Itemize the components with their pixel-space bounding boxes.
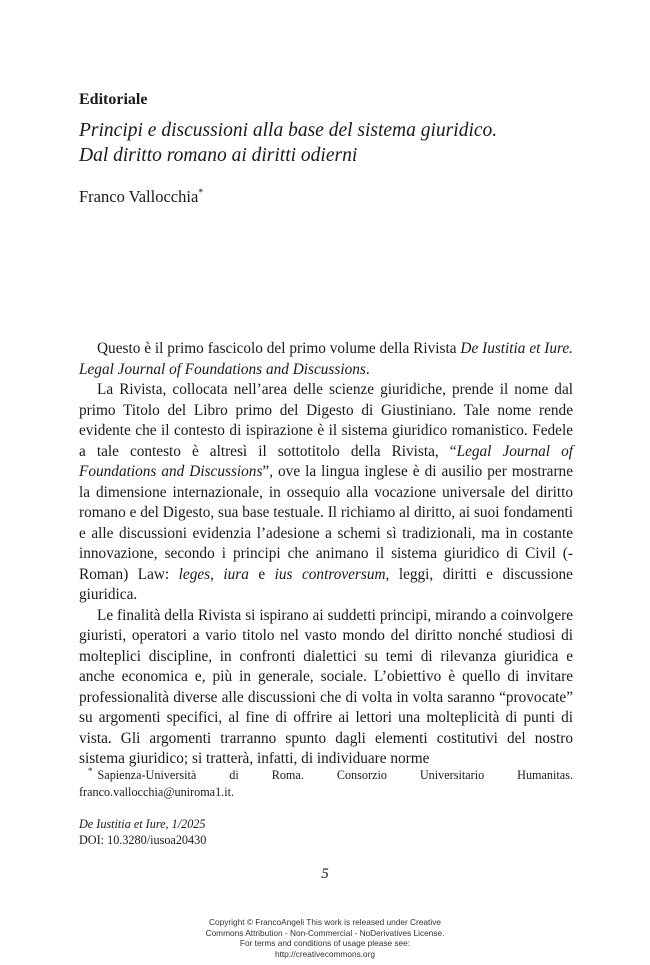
p2-sep-1: , <box>210 565 224 583</box>
p2-text-a: La Rivista, collocata nell’area delle scienze giuridiche, prende il nome dal primo Titolo del Libro primo del Digesto di Giustiniano. Tale nome rende evidente che il contesto di ispirazione è il sistema giuridico romanistico. Fedele a tale contesto è altresì il sottotitolo della Rivista, “ <box>79 381 573 460</box>
license-url[interactable]: http://creativecommons.org <box>274 948 376 959</box>
footnote <box>79 767 573 801</box>
license-line-2: Commons Attribution - Non-Commercial - NoDerivatives License. <box>205 927 445 938</box>
ius-controversum-italic: ius controversum <box>274 565 386 583</box>
doi-link[interactable]: DOI: 10.3280/iusoa20430 <box>79 833 207 847</box>
body-text <box>79 339 573 770</box>
author-text: Franco Vallocchia <box>79 187 199 206</box>
page-number: 5 <box>321 866 329 882</box>
journal-title-italic: De Iustitia et Iure. Legal Journal of Foundations and Discussions <box>79 340 573 378</box>
section-label: Editoriale <box>79 91 148 108</box>
title-line-2: Dal diritto romano ai diritti odierni <box>79 145 358 166</box>
license-line-3: For terms and conditions of usage please see: <box>239 938 411 948</box>
article-title <box>79 118 579 168</box>
author-name <box>79 187 203 207</box>
p1-end: . <box>365 360 370 378</box>
footnote-text: Sapienza-Università di Roma. Consorzio Universitario Humanitas. franco.vallocchia@uniroma1.it. <box>79 768 573 799</box>
title-line-1: Principi e discussioni alla base del sistema giuridico. <box>79 120 498 141</box>
paragraph-2 <box>79 380 573 606</box>
p2-text-c: ”, ove la lingua inglese è di ausilio per mostrarne la dimensione internazionale, in ossequio alla vocazione universale del diritto romano e del Digesto, sua base testuale. Il richiamo al diritto, ai suoi fondamenti e alle discussioni evidenzia l’adesione a schemi sì tradizionali, ma in costante innovazione, secondo i principi che animano il sistema giuridico di Civil (-Roman) Law: <box>79 463 573 583</box>
p1-text: Questo è il primo fascicolo del primo volume della Rivista <box>97 340 461 357</box>
p2-sep-2: e <box>248 565 275 583</box>
leges-italic: leges <box>178 565 211 583</box>
iura-italic: iura <box>223 565 249 583</box>
citation <box>79 816 206 848</box>
license-line-1: Copyright © FrancoAngeli This work is released under Creative <box>209 917 441 927</box>
journal-issue: De Iustitia et Iure, 1/2025 <box>79 817 206 831</box>
license-notice <box>0 917 650 959</box>
author-footnote-mark[interactable]: * <box>198 187 204 199</box>
paragraph-1 <box>79 339 573 380</box>
footnote-mark: * <box>88 765 93 776</box>
paragraph-3: Le finalità della Rivista si ispirano ai suddetti principi, mirando a coinvolgere giuristi, operatori a vario titolo nel vasto mondo del diritto nonché studiosi di molteplici discipline, in confronti dialettici su temi di rilevanza giuridica e anche economica e, più in generale, sociale. L’obiettivo è quello di invitare professionalità diverse alle discussioni che di volta in volta saranno “provocate” su argomenti specifici, al fine di offrire ai lettori una molteplicità di punti di vista. Gli argomenti trarranno spunto dagli elementi costitutivi del nostro sistema giuridico; si tratterà, infatti, di individuare norme <box>79 606 573 767</box>
p2-text-end: , leggi, diritti e discussione giuridica. <box>79 565 573 603</box>
subtitle-italic: Legal Journal of Foundations and Discussions <box>79 442 573 480</box>
